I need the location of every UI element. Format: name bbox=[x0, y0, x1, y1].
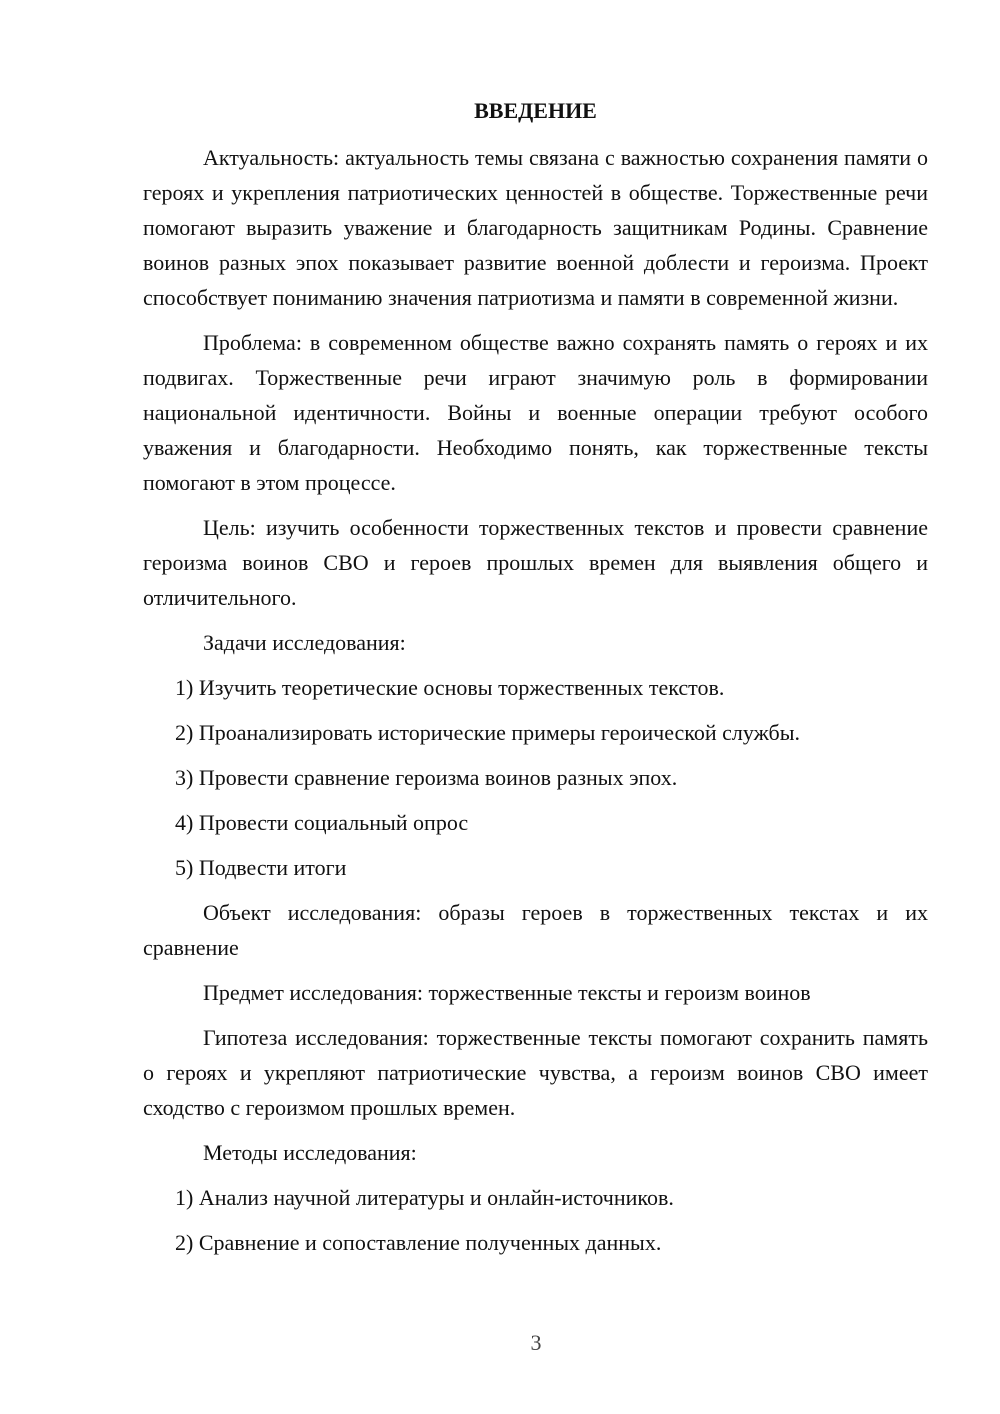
task-item: 5) Подвести итоги bbox=[175, 855, 347, 880]
page-title: ВВЕДЕНИЕ bbox=[474, 98, 597, 123]
relevance-paragraph: Актуальность: актуальность темы связана с важностью сохранения памяти о героях и укрепления патриотических ценностей в обществе. Торжественные речи помогают выразить уважение и благодарность защитникам Родины. Сравнение воинов разных эпох показывает развитие военной доблести и героизма. Проект способствует пониманию значения патриотизма и памяти в современной жизни. bbox=[143, 145, 928, 310]
task-item: 3) Провести сравнение героизма воинов разных эпох. bbox=[175, 765, 678, 790]
method-item: 2) Сравнение и сопоставление полученных данных. bbox=[175, 1230, 662, 1255]
object-paragraph: Объект исследования: образы героев в торжественных текстах и их сравнение bbox=[143, 900, 928, 960]
page-number: 3 bbox=[530, 1330, 542, 1355]
goal-paragraph: Цель: изучить особенности торжественных текстов и провести сравнение героизма воинов СВО и героев прошлых времен для выявления общего и отличительного. bbox=[143, 515, 928, 610]
task-item: 2) Проанализировать исторические примеры героической службы. bbox=[175, 720, 800, 745]
task-item: 4) Провести социальный опрос bbox=[175, 810, 469, 835]
tasks-heading: Задачи исследования: bbox=[203, 630, 406, 655]
problem-paragraph: Проблема: в современном обществе важно сохранять память о героях и их подвигах. Торжественные речи играют значимую роль в формировании национальной идентичности. Войны и военные операции требуют особого уважения и благодарности. Необходимо понять, как торжественные тексты помогают в этом процессе. bbox=[143, 330, 928, 495]
page-content bbox=[143, 96, 928, 1270]
tasks-list bbox=[143, 670, 928, 885]
method-item: 1) Анализ научной литературы и онлайн-источников. bbox=[175, 1185, 674, 1210]
subject-paragraph: Предмет исследования: торжественные тексты и героизм воинов bbox=[203, 980, 811, 1005]
task-item: 1) Изучить теоретические основы торжественных текстов. bbox=[175, 675, 725, 700]
methods-list bbox=[143, 1180, 928, 1260]
methods-heading: Методы исследования: bbox=[203, 1140, 417, 1165]
hypothesis-paragraph: Гипотеза исследования: торжественные тексты помогают сохранить память о героях и укрепляют патриотические чувства, а героизм воинов СВО имеет сходство с героизмом прошлых времен. bbox=[143, 1025, 928, 1120]
